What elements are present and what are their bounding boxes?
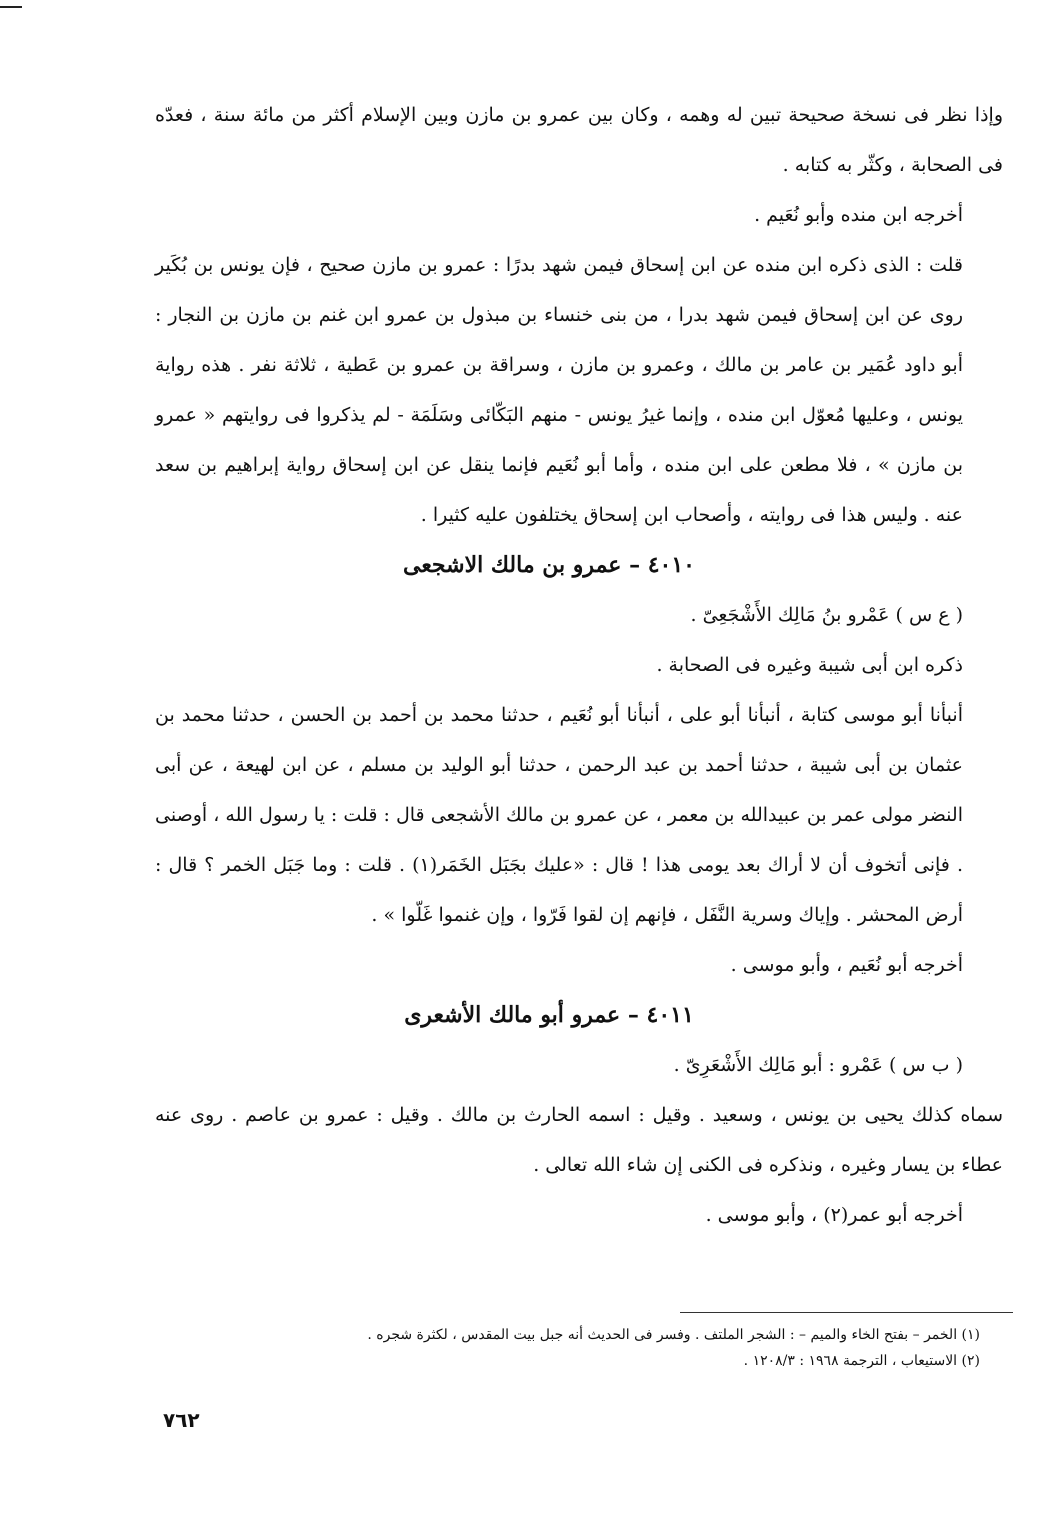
footnote-divider <box>680 1312 1013 1313</box>
paragraph-attribution: أخرجه ابن منده وأبو نُعَيم . <box>754 204 963 226</box>
corner-mark <box>0 6 22 8</box>
footnotes <box>200 1322 980 1374</box>
entry-4010-attribution: أخرجه أبو نُعَيم ، وأبو موسى . <box>730 954 963 976</box>
paragraph-commentary: قلت : الذى ذكره ابن منده عن ابن إسحاق فيمن شهد بدرًا : عمرو بن مازن صحيح ، فإن يونس بن بُكَير روى عن ابن إسحاق فيمن شهد بدرا ، من بنى خنساء بن مبذول بن عمرو ابن غنم بن مازن بن النجار : أبو داود عُمَير بن عامر بن مالك ، وعمرو بن مازن ، وسراقة بن عمرو بن عَطية ، ثلاثة نفر . هذه رواية يونس ، وعليها مُعوّل ابن منده ، وإنما غيرُ يونس - منهم البَكّائى وسَلَمَة - لم يذكروا فى روايتهم « عمرو بن مازن » ، فلا مطعن على ابن منده ، وأما أبو نُعَيم فإنما ينقل عن ابن إسحاق رواية إبراهيم بن سعد عنه . وليس هذا فى روايته ، وأصحاب ابن إسحاق يختلفون عليه كثيرا . <box>155 254 963 526</box>
entry-heading-4010: ٤٠١٠ – عمرو بن مالك الاشجعى <box>402 552 695 578</box>
page-number: ٧٦٢ <box>163 1408 200 1432</box>
entry-4011-name: ( ب س ) عَمْرو : أبو مَالِك الأَشْعَرِىّ . <box>673 1054 963 1076</box>
footnote-2: (٢) الاستيعاب ، الترجمة ١٩٦٨ : ١٢٠٨/٣ . <box>743 1353 980 1369</box>
paragraph-continuation: وإذا نظر فى نسخة صحيحة تبين له وهمه ، وكان بين عمرو بن مازن وبين الإسلام أكثر من مائة سنة ، فعدّه فى الصحابة ، وكثّر به كتابه . <box>155 104 1003 176</box>
entry-4011-description: سماه كذلك يحيى بن يونس ، وسعيد . وقيل : اسمه الحارث بن مالك . وقيل : عمرو بن عاصم . روى عنه عطاء بن يسار وغيره ، ونذكره فى الكنى إن شاء الله تعالى . <box>155 1104 1003 1176</box>
entry-4010-name: ( ع س ) عَمْرو بنُ مَالِك الأَشْجَعِىّ . <box>690 604 963 626</box>
entry-4011-attribution: أخرجه أبو عمر(٢) ، وأبو موسى . <box>705 1204 963 1226</box>
footnote-1: (١) الخمر – بفتح الخاء والميم – : الشجر الملتف . وفسر فى الحديث أنه جبل بيت المقدس ، لكثرة شجره . <box>367 1327 980 1343</box>
main-text <box>155 90 1003 1240</box>
entry-4010-hadith: أنبأنا أبو موسى كتابة ، أنبأنا أبو على ، أنبأنا أبو نُعَيم ، حدثنا محمد بن أحمد بن الحسن ، حدثنا محمد بن عثمان بن أبى شيبة ، حدثنا أحمد بن عبد الرحمن ، حدثنا أبو الوليد بن مسلم ، عن ابن لهيعة ، عن أبى النضر مولى عمر بن عبيدالله بن معمر ، عن عمرو بن مالك الأشجعى قال : قلت : يا رسول الله ، أوصنى . فإنى أتخوف أن لا أراك بعد يومى هذا ! قال : «عليك بجَبَل الخَمَر(١) . قلت : وما جَبَل الخمر ؟ قال : أرض المحشر . وإياك وسرية النَّفَل ، فإنهم إن لقوا فَرّوا ، وإن غنموا غَلّوا » . <box>155 704 963 926</box>
entry-heading-4011: ٤٠١١ – عمرو أبو مالك الأشعرى <box>404 1002 694 1028</box>
entry-4010-mention: ذكره ابن أبى شيبة وغيره فى الصحابة . <box>656 654 963 676</box>
